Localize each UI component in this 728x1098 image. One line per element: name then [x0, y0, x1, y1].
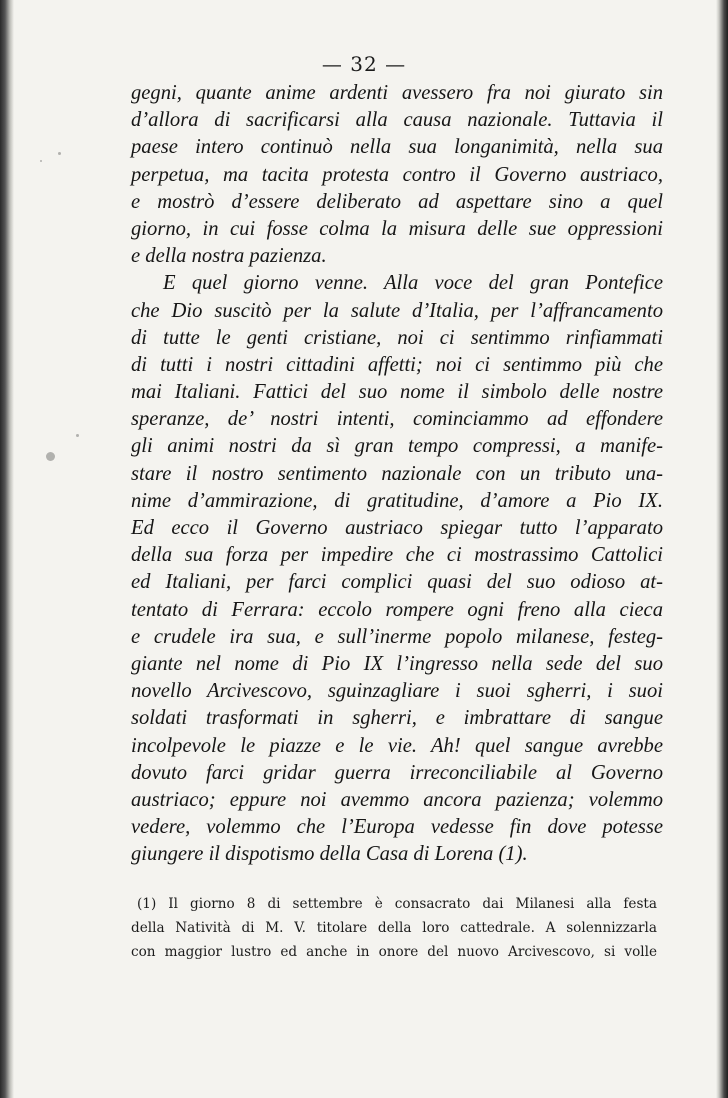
text-line: stare il nostro sentimento nazionale con un tributo una-: [131, 462, 663, 485]
text-line: E quel giorno venne. Alla voce del gran Pontefice: [163, 272, 663, 295]
page-left-edge-shadow: [0, 0, 14, 1098]
text-line: giorno, in cui fosse colma la misura delle sue oppressioni: [131, 217, 663, 240]
paper-speck: [58, 152, 61, 155]
text-line: della sua forza per impedire che ci mostrassimo Cattolici: [131, 544, 663, 567]
text-line: gli animi nostri da sì gran tempo compressi, a manife-: [131, 435, 663, 458]
text-line: che Dio suscitò per la salute d’Italia, per l’affrancamento: [131, 299, 663, 322]
main-text: [131, 80, 663, 868]
text-line: Ed ecco il Governo austriaco spiegar tutto l’apparato: [131, 517, 663, 539]
text-line: di tutte le genti cristiane, noi ci sentimmo rinfiammati: [131, 326, 663, 349]
text-line: e crudele ira sua, e sull’inerme popolo milanese, festeg-: [131, 625, 663, 648]
text-line: austriaco; eppure noi avemmo ancora pazienza; volemmo: [131, 788, 663, 811]
footnote-line: (1) Il giorno 8 di settembre è consacrato dai Milanesi alla festa: [137, 896, 657, 912]
paper-speck: [46, 452, 55, 461]
text-line: paese intero continuò nella sua longanimità, nella sua: [131, 136, 663, 159]
text-line: di tutti i nostri cittadini affetti; noi ci sentimmo più che: [131, 353, 663, 376]
text-line: d’allora di sacrificarsi alla causa nazionale. Tuttavia il: [131, 109, 663, 132]
text-line: mai Italiani. Fattici del suo nome il simbolo delle nostre: [131, 381, 663, 404]
text-line: speranze, de’ nostri intenti, cominciammo ad effondere: [131, 408, 663, 431]
paper-speck: [40, 160, 42, 162]
text-line: soldati trasformati in sgherri, e imbrattare di sangue: [131, 707, 663, 730]
text-line: tentato di Ferrara: eccolo rompere ogni freno alla cieca: [131, 598, 663, 621]
text-line: giante nel nome di Pio IX l’ingresso nella sede del suo: [131, 652, 663, 675]
text-line: e della nostra pazienza.: [131, 245, 327, 268]
footnote: [131, 892, 657, 964]
text-line: ed Italiani, per farci complici quasi del suo odioso at-: [131, 571, 663, 594]
text-line: vedere, volemmo che l’Europa vedesse fin dove potesse: [131, 816, 663, 839]
text-line: e mostrò d’essere deliberato ad aspettare sino a quel: [131, 190, 663, 213]
page-right-edge-shadow: [716, 0, 728, 1098]
text-line: dovuto farci gridar guerra irreconciliabile al Governo: [131, 761, 663, 784]
text-line: incolpevole le piazze e le vie. Ah! quel sangue avrebbe: [131, 734, 663, 757]
text-line: nime d’ammirazione, di gratitudine, d’amore a Pio IX.: [131, 489, 663, 512]
text-line: giungere il dispotismo della Casa di Lorena (1).: [131, 843, 528, 866]
text-line: gegni, quante anime ardenti avessero fra noi giurato sin: [131, 82, 663, 104]
paper-speck: [76, 434, 79, 437]
text-line: novello Arcivescovo, sguinzagliare i suoi sgherri, i suoi: [131, 680, 663, 703]
footnote-line: con maggior lustro ed anche in onore del nuovo Arcivescovo, si volle: [131, 944, 657, 960]
text-line: perpetua, ma tacita protesta contro il Governo austriaco,: [131, 163, 663, 186]
footnote-line: della Natività di M. V. titolare della loro cattedrale. A solennizzarla: [131, 920, 657, 936]
page-number: — 32 —: [321, 52, 407, 76]
